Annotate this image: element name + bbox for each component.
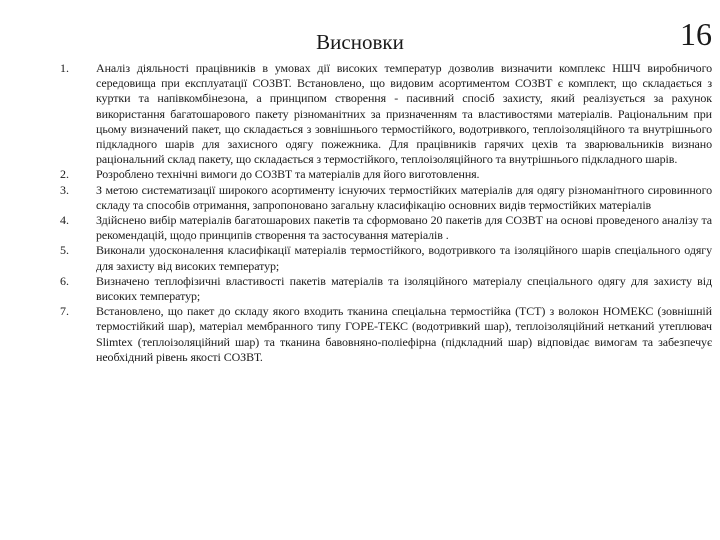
item-number: 1. (60, 61, 69, 75)
list-item (60, 183, 712, 213)
item-number: 5. (60, 243, 69, 258)
item-text: Аналіз діяльності працівників в умовах дії високих температур дозволив визначити комплекс НШЧ виробничого середовища при експлуатації СОЗВТ. Встановлено, що видовим асортиментом СОЗВТ є комплект, що складається з куртки та напівкомбінезона, а принципом створення - пасивний спосіб захисту, який реалізується за рахунок використання багатошарового пакету різноманітних за призначенням та властивостями матеріалів. Раціональним при цьому визначений пакет, що складається з зовнішнього термостійкого, водотривкого, теплоізоляційного та внутрішнього підкладного шарів для захисного одягу пожежника. Для працівників гарячих цехів та зварювальників визнано раціональний склад пакету, що складається з термостійкого, теплоізоляційного та внутрішнього підкладного шарів. (96, 61, 712, 167)
item-text: Визначено теплофізичні властивості пакетів матеріалів та ізоляційного матеріалу спеціального одягу для захисту від високих температур; (96, 273, 712, 304)
item-number: 4. (60, 213, 69, 228)
item-number: 6. (60, 273, 69, 288)
list-item (60, 61, 712, 167)
page-number: 16 (680, 16, 712, 52)
item-number: 7. (60, 304, 69, 319)
list-item (60, 274, 712, 304)
item-text: Розроблено технічні вимоги до СОЗВТ та матеріалів для його виготовлення. (96, 167, 480, 182)
conclusions-list (60, 61, 712, 365)
list-item (60, 304, 712, 365)
item-text: Встановлено, що пакет до складу якого входить тканина спеціальна термостійка (ТСТ) з волокон НОМЕКС (зовнішній термостійкий шар), матеріал мембранного типу ГОРЕ-ТЕКС (водотривкий шар), теплоізоляційний нетканий утеплювач Slimtex (теплоізоляційний шар) та тканина бавовняно-поліефірна (підкладний шар) відповідає вимогам та забезпечує необхідний рівень якості СОЗВТ. (96, 304, 712, 364)
list-item (60, 213, 712, 243)
page-title: Висновки (316, 30, 404, 54)
item-number: 2. (60, 167, 69, 182)
item-text: Виконали удосконалення класифікації матеріалів термостійкого, водотривкого та ізоляційного шарів спеціального одягу для захисту від високих температур; (96, 243, 712, 273)
item-number: 3. (60, 182, 69, 197)
item-text: Здійснено вибір матеріалів багатошарових пакетів та сформовано 20 пакетів для СОЗВТ на основі проведеного аналізу та рекомендацій, щодо принципів створення та застосування матеріалів . (96, 213, 712, 243)
list-item (60, 167, 712, 182)
list-item (60, 243, 712, 273)
item-text: З метою систематизації широкого асортименту існуючих термостійких матеріалів для одягу різноманітного сировинного складу та способів отримання, запропоновано загальну класифікацію основних видів термостійких матеріалів (96, 182, 712, 212)
